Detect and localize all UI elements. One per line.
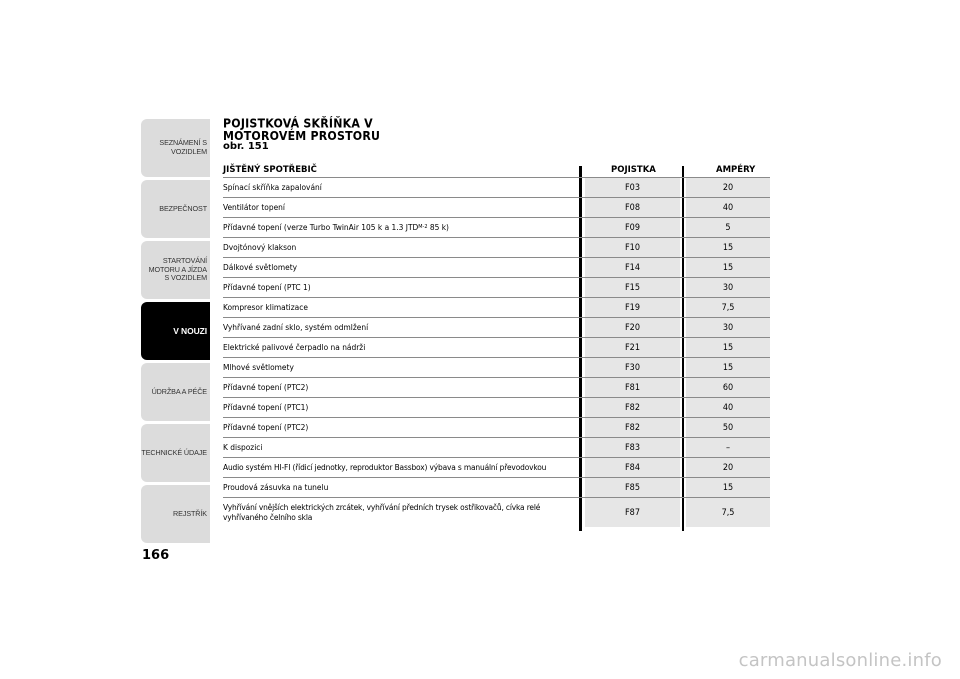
table-row	[223, 398, 770, 418]
ampere-cell: 30	[686, 278, 770, 297]
consumer-cell: Proudová zásuvka na tunelu	[223, 481, 329, 492]
fuse-cell: F82	[585, 418, 680, 437]
tab-label: STARTOVÁNÍ MOTORU A JÍZDA S VOZIDLEM	[148, 256, 207, 283]
table-row	[223, 298, 770, 318]
table-row	[223, 258, 770, 278]
consumer-cell: Přídavné topení (PTC 1)	[223, 281, 311, 292]
table-row	[223, 478, 770, 498]
section-title-line2: MOTOROVÉM PROSTORU	[223, 128, 381, 144]
table-body	[223, 177, 770, 527]
table-row	[223, 198, 770, 218]
tab-bezpecnost[interactable]	[141, 180, 210, 238]
fuse-cell: F83	[585, 438, 680, 457]
ampere-cell: 15	[686, 238, 770, 257]
chapter-sidebar	[141, 119, 210, 546]
ampere-cell: 30	[686, 318, 770, 337]
table-row	[223, 438, 770, 458]
consumer-cell: Spínací skříňka zapalování	[223, 181, 322, 192]
tab-label: BEZPEČNOST	[159, 203, 207, 213]
table-row	[223, 238, 770, 258]
fuse-cell: F81	[585, 378, 680, 397]
ampere-cell: 15	[686, 338, 770, 357]
fuse-cell: F14	[585, 258, 680, 277]
tab-technicke-udaje[interactable]	[141, 424, 210, 482]
table-row	[223, 318, 770, 338]
table-row	[223, 338, 770, 358]
tab-label: SEZNÁMENÍ S VOZIDLEM	[159, 138, 207, 156]
consumer-cell: Vyhřívané zadní sklo, systém odmlžení	[223, 321, 369, 332]
tab-startovani[interactable]	[141, 241, 210, 299]
ampere-cell: 7,5	[686, 498, 770, 527]
ampere-cell: 40	[686, 198, 770, 217]
tab-rejstrik[interactable]	[141, 485, 210, 543]
tab-label: REJSTŘÍK	[173, 508, 207, 518]
table-row	[223, 458, 770, 478]
consumer-cell: Ventilátor topení	[223, 201, 285, 212]
fuse-cell: F19	[585, 298, 680, 317]
fuse-cell: F03	[585, 178, 680, 197]
ampere-cell: 40	[686, 398, 770, 417]
header-consumer: JIŠTĚNÝ SPOTŘEBIČ	[223, 165, 317, 175]
table-row	[223, 218, 770, 238]
consumer-cell: Elektrické palivové čerpadlo na nádrži	[223, 341, 366, 352]
fuse-cell: F09	[585, 218, 680, 237]
section-title	[223, 117, 523, 142]
consumer-cell: Přídavné topení (PTC2)	[223, 381, 309, 392]
header-ampere: AMPÉRY	[716, 165, 756, 175]
tab-label: TECHNICKÉ ÚDAJE	[141, 447, 207, 457]
ampere-cell: 50	[686, 418, 770, 437]
page-number: 166	[142, 548, 170, 563]
consumer-cell: K dispozici	[223, 441, 263, 452]
fuse-cell: F84	[585, 458, 680, 477]
ampere-cell: 15	[686, 258, 770, 277]
tab-label: V NOUZI	[173, 325, 207, 336]
table-row	[223, 177, 770, 198]
consumer-line1: Vyhřívání vnějších elektrických zrcátek, vyhřívání předních trysek ostřikovačů, cívka relé	[223, 502, 541, 512]
consumer-suffix: 85 k)	[427, 221, 449, 232]
consumer-cell: Dálkové světlomety	[223, 261, 298, 272]
consumer-cell: Audio systém HI-FI (řídicí jednotky, reproduktor Bassbox) výbava s manuální převodovkou	[223, 461, 547, 472]
tab-label: ÚDRŽBA A PÉČE	[151, 386, 207, 396]
fuse-cell: F08	[585, 198, 680, 217]
consumer-cell: Dvojtónový klakson	[223, 241, 297, 252]
figure-reference: obr. 151	[223, 141, 269, 152]
table-row	[223, 358, 770, 378]
table-header	[223, 163, 770, 177]
header-fuse: POJISTKA	[611, 165, 656, 175]
ampere-cell: 20	[686, 178, 770, 197]
table-row	[223, 278, 770, 298]
tab-udrzba-a-pece[interactable]	[141, 363, 210, 421]
ampere-cell: –	[686, 438, 770, 457]
consumer-subscript: M-2	[418, 223, 428, 230]
fuse-cell: F20	[585, 318, 680, 337]
ampere-cell: 20	[686, 458, 770, 477]
tab-seznameni-s-vozidlem[interactable]	[141, 119, 210, 177]
ampere-cell: 15	[686, 358, 770, 377]
consumer-cell: Přídavné topení (PTC1)	[223, 401, 309, 412]
table-row	[223, 418, 770, 438]
consumer-cell	[223, 498, 578, 527]
fuse-cell: F85	[585, 478, 680, 497]
ampere-cell: 7,5	[686, 298, 770, 317]
fuse-cell: F21	[585, 338, 680, 357]
consumer-cell: Mlhové světlomety	[223, 361, 294, 372]
tab-v-nouzi[interactable]	[141, 302, 210, 360]
section-title-line1: POJISTKOVÁ SKŘÍŇKA V	[223, 115, 373, 131]
fuse-cell: F82	[585, 398, 680, 417]
fuse-cell: F87	[585, 498, 680, 527]
fuse-cell: F10	[585, 238, 680, 257]
ampere-cell: 5	[686, 218, 770, 237]
consumer-cell: Přídavné topení (PTC2)	[223, 421, 309, 432]
fuse-cell: F15	[585, 278, 680, 297]
fuse-table	[223, 163, 770, 527]
consumer-text: Přídavné topení (verze Turbo TwinAir 105 k a 1.3 JTD	[223, 221, 419, 232]
ampere-cell: 60	[686, 378, 770, 397]
consumer-cell	[223, 218, 578, 237]
watermark: carmanualsonline.info	[738, 650, 942, 671]
consumer-line2: vyhřívaného čelního skla	[223, 511, 313, 522]
consumer-cell: Kompresor klimatizace	[223, 301, 308, 312]
fuse-cell: F30	[585, 358, 680, 377]
ampere-cell: 15	[686, 478, 770, 497]
table-row	[223, 498, 770, 527]
table-row	[223, 378, 770, 398]
